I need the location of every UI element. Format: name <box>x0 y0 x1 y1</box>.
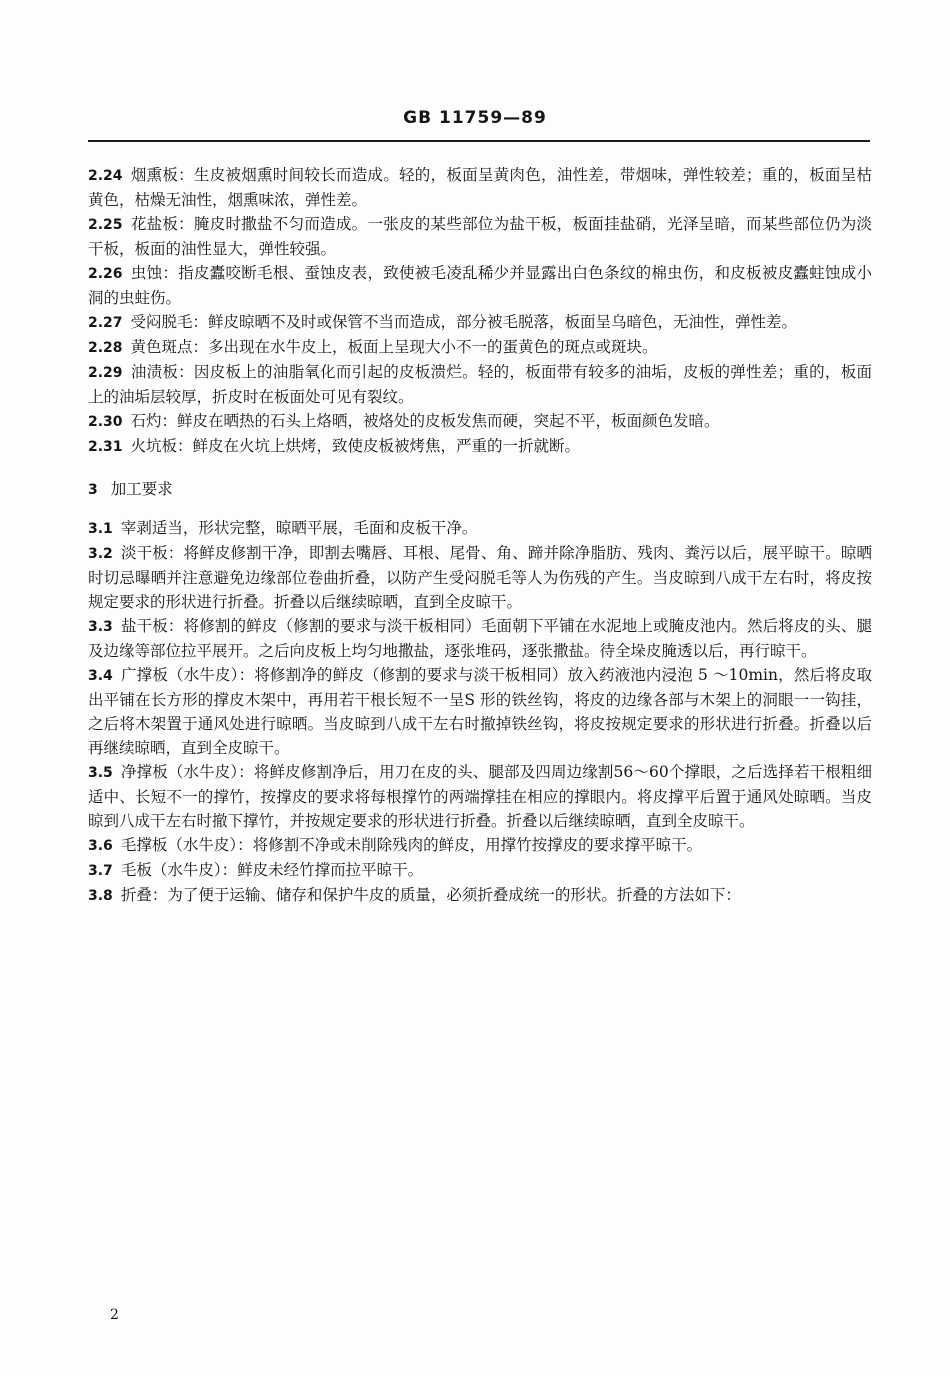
clause-text: 毛板（水牛皮）：鲜皮未经竹撑而拉平晾干。 <box>120 861 424 879</box>
clause-item <box>88 261 872 310</box>
clause-number: 3.8 <box>88 888 113 904</box>
page-content <box>88 163 872 908</box>
section-heading <box>88 477 872 502</box>
page-number: 2 <box>110 1307 119 1323</box>
clause-text: 净撑板（水牛皮）：将鲜皮修割净后，用刀在皮的头、腿部及四周边缘割56～60个撑眼，之后选择若干根粗细适中、长短不一的撑竹，按撑皮的要求将每根撑竹的两端撑挂在相应的撑眼内。将皮撑平后置于通风处晾晒。当皮晾到八成干左右时撤下撑竹，并按规定要求的形状进行折叠。折叠以后继续晾晒，直到全皮晾干。 <box>88 763 872 830</box>
section-title: 加工要求 <box>110 480 173 498</box>
clause-item <box>88 614 872 663</box>
clause-text: 油渍板：因皮板上的油脂氧化而引起的皮板溃烂。轻的，板面带有较多的油垢，皮板的弹性差；重的，板面上的油垢层较厚，折皮时在板面处可见有裂纹。 <box>88 363 872 406</box>
clause-number: 3.4 <box>88 668 113 684</box>
document-header: GB 11759—89 <box>403 108 547 128</box>
clause-item <box>88 516 872 541</box>
clause-item <box>88 335 872 360</box>
clause-number: 2.26 <box>88 266 123 282</box>
clause-number: 3.6 <box>88 838 113 854</box>
clause-list-2 <box>88 163 872 459</box>
clause-text: 石灼：鲜皮在晒热的石头上烙晒，被烙处的皮板发焦而硬，突起不平，板面颜色发暗。 <box>130 412 720 430</box>
clause-item <box>88 760 872 833</box>
clause-number: 2.27 <box>88 315 123 331</box>
header-rule <box>88 140 870 142</box>
clause-text: 受闷脱毛：鲜皮晾晒不及时或保管不当而造成，部分被毛脱落，板面呈乌暗色，无油性，弹性差。 <box>130 313 798 331</box>
clause-item <box>88 434 872 459</box>
clause-item <box>88 833 872 858</box>
clause-item <box>88 310 872 335</box>
clause-number: 2.24 <box>88 168 123 184</box>
clause-item <box>88 409 872 434</box>
clause-text: 毛撑板（水牛皮）：将修割不净或未削除残肉的鲜皮，用撑竹按撑皮的要求撑平晾干。 <box>120 836 703 854</box>
clause-text: 折叠：为了便于运输、储存和保护牛皮的质量，必须折叠成统一的形状。折叠的方法如下： <box>120 886 741 904</box>
clause-text: 盐干板：将修割的鲜皮（修割的要求与淡干板相同）毛面朝下平铺在水泥地上或腌皮池内。然后将皮的头、腿及边缘等部位拉平展开。之后向皮板上均匀地撒盐，逐张堆码，逐张撒盐。待全垛皮腌透以后，再行晾干。 <box>88 617 872 660</box>
clause-number: 2.30 <box>88 414 123 430</box>
clause-number: 3.1 <box>88 521 113 537</box>
clause-number: 2.28 <box>88 340 123 356</box>
clause-number: 3.7 <box>88 863 113 879</box>
clause-text: 火坑板：鲜皮在火坑上烘烤，致使皮板被烤焦，严重的一折就断。 <box>130 437 581 455</box>
clause-number: 2.29 <box>88 365 123 381</box>
clause-text: 虫蚀：指皮蠹咬断毛根、蚕蚀皮表，致使被毛凌乱稀少并显露出白色条纹的棉虫伤，和皮板被皮蠹蛀蚀成小洞的虫蛀伤。 <box>88 264 872 307</box>
clause-text: 宰剥适当，形状完整，晾晒平展，毛面和皮板干净。 <box>120 519 478 537</box>
clause-number: 3.5 <box>88 765 113 781</box>
clause-number: 3.2 <box>88 546 113 562</box>
clause-number: 2.31 <box>88 439 123 455</box>
clause-item <box>88 360 872 409</box>
clause-text: 淡干板：将鲜皮修割干净，即割去嘴唇、耳根、尾骨、角、蹄并除净脂肪、残肉、粪污以后，展平晾干。晾晒时切忌曝晒并注意避免边缘部位卷曲折叠，以防产生受闷脱毛等人为伤残的产生。当皮晾到八成干左右时，将皮按规定要求的形状进行折叠。折叠以后继续晾晒，直到全皮晾干。 <box>88 544 872 611</box>
clause-text: 花盐板：腌皮时撒盐不匀而造成。一张皮的某些部位为盐干板，板面挂盐硝，光泽呈暗，而某些部位仍为淡干板，板面的油性显大，弹性较强。 <box>88 215 872 258</box>
clause-item <box>88 858 872 883</box>
clause-item <box>88 541 872 614</box>
clause-item <box>88 663 872 760</box>
clause-text: 黄色斑点：多出现在水牛皮上，板面上呈现大小不一的蛋黄色的斑点或斑块。 <box>130 338 658 356</box>
clause-text: 广撑板（水牛皮）：将修割净的鲜皮（修割的要求与淡干板相同）放入药液池内浸泡 5 ～10min，然后将皮取出平铺在长方形的撑皮木架中，再用若干根长短不一呈S 形的铁丝钩，将皮的边缘各部与木架上的洞眼一一钩挂，之后将木架置于通风处进行晾晒。当皮晾到八成干左右时撤掉铁丝钩，将皮按规定要求的形状进行折叠。折叠以后再继续晾晒，直到全皮晾干。 <box>88 666 872 757</box>
section-number: 3 <box>88 482 98 498</box>
clause-number: 3.3 <box>88 619 113 635</box>
clause-number: 2.25 <box>88 217 123 233</box>
clause-item <box>88 883 872 908</box>
clause-item <box>88 163 872 212</box>
clause-text: 烟熏板：生皮被烟熏时间较长而造成。轻的，板面呈黄肉色，油性差，带烟味，弹性较差；重的，板面呈枯黄色，枯燥无油性，烟熏味浓，弹性差。 <box>88 166 872 209</box>
clause-item <box>88 212 872 261</box>
clause-list-3 <box>88 516 872 908</box>
